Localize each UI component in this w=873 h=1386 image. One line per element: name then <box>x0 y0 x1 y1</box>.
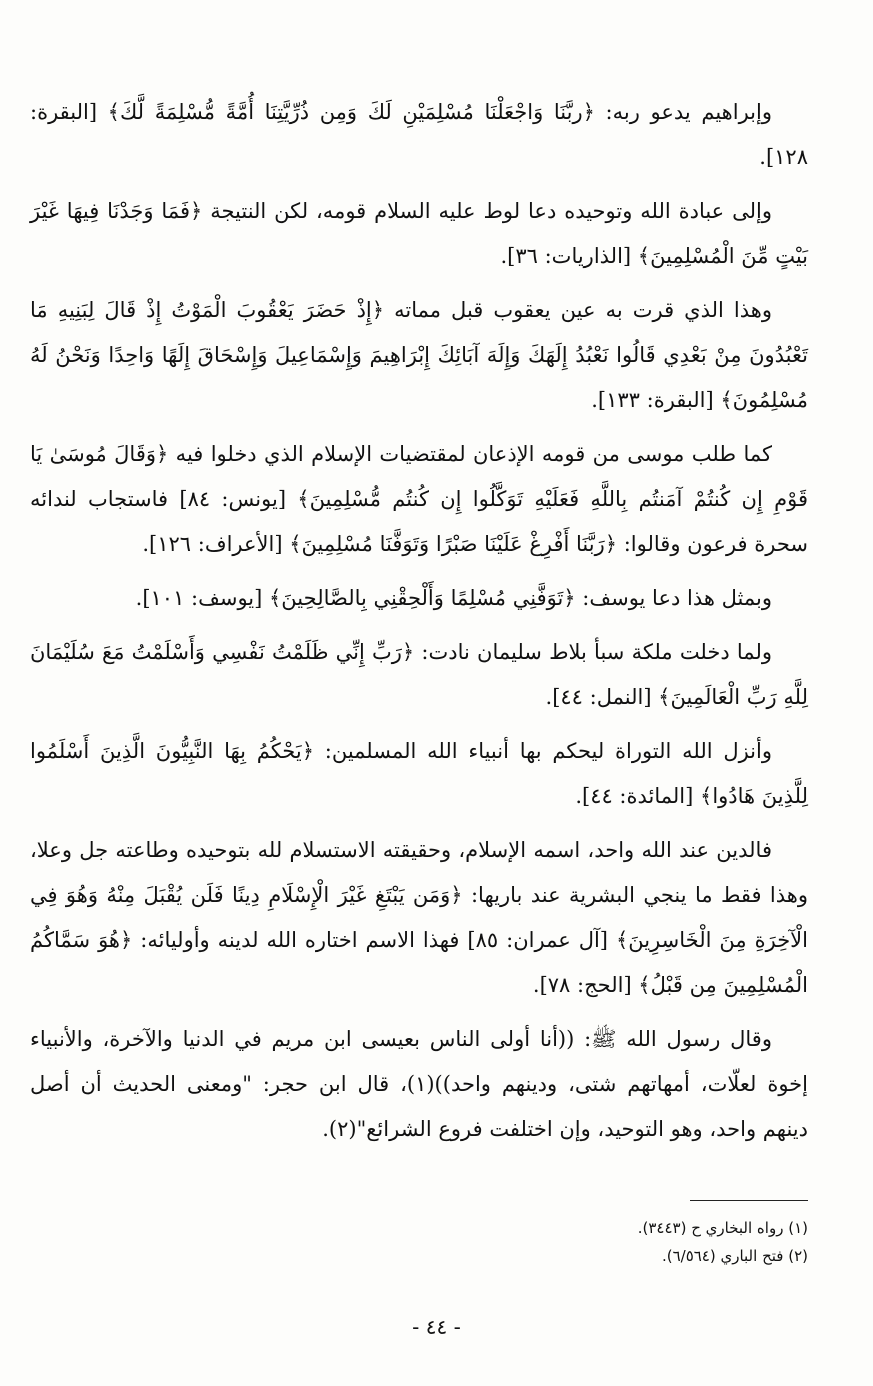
paragraph-7: وأنزل الله التوراة ليحكم بها أنبياء الله المسلمين: ﴿يَحْكُمُ بِهَا النَّبِيُّونَ الَّذِينَ أَسْلَمُوا لِلَّذِينَ هَادُوا﴾ [المائدة: ٤٤]. <box>30 739 808 808</box>
paragraph-3: وهذا الذي قرت به عين يعقوب قبل مماته ﴿إِذْ حَضَرَ يَعْقُوبَ الْمَوْتُ إِذْ قَالَ لِبَنِيهِ مَا تَعْبُدُونَ مِنْ بَعْدِي قَالُوا نَعْبُدُ إِلَهَكَ وَإِلَهَ آبَائِكَ إِبْرَاهِيمَ وَإِسْمَاعِيلَ وَإِسْحَاقَ إِلَهًا وَاحِدًا وَنَحْنُ لَهُ مُسْلِمُونَ﴾ [البقرة: ١٣٣]. <box>30 298 808 412</box>
footnote-divider <box>690 1200 808 1201</box>
paragraph-6: ولما دخلت ملكة سبأ بلاط سليمان نادت: ﴿رَبِّ إِنِّي ظَلَمْتُ نَفْسِي وَأَسْلَمْتُ مَعَ سُلَيْمَانَ لِلَّهِ رَبِّ الْعَالَمِينَ﴾ [النمل: ٤٤]. <box>30 640 808 709</box>
footnotes <box>30 1214 808 1270</box>
paragraph-5: وبمثل هذا دعا يوسف: ﴿تَوَفَّنِي مُسْلِمًا وَأَلْحِقْنِي بِالصَّالِحِينَ﴾ [يوسف: ١٠١]. <box>135 586 772 610</box>
paragraph-8: فالدين عند الله واحد، اسمه الإسلام، وحقيقته الاستسلام لله بتوحيده وطاعته جل وعلا، وهذا فقط ما ينجي البشرية عند باريها: ﴿وَمَن يَبْتَغِ غَيْرَ الْإِسْلَامِ دِينًا فَلَن يُقْبَلَ مِنْهُ وَهُوَ فِي الْآخِرَةِ مِنَ الْخَاسِرِينَ﴾ [آل عمران: ٨٥] فهذا الاسم اختاره الله لدينه وأوليائه: ﴿هُوَ سَمَّاكُمُ الْمُسْلِمِينَ مِن قَبْلُ﴾ [الحج: ٧٨]. <box>30 838 808 997</box>
paragraph-2: وإلى عبادة الله وتوحيده دعا لوط عليه السلام قومه، لكن النتيجة ﴿فَمَا وَجَدْنَا فِيهَا غَيْرَ بَيْتٍ مِّنَ الْمُسْلِمِينَ﴾ [الذاريات: ٣٦]. <box>30 199 808 268</box>
paragraph-4: كما طلب موسى من قومه الإذعان لمقتضيات الإسلام الذي دخلوا فيه ﴿وَقَالَ مُوسَىٰ يَا قَوْمِ إِن كُنتُمْ آمَنتُم بِاللَّهِ فَعَلَيْهِ تَوَكَّلُوا إِن كُنتُم مُّسْلِمِينَ﴾ [يونس: ٨٤] فاستجاب لندائه سحرة فرعون وقالوا: ﴿رَبَّنَا أَفْرِغْ عَلَيْنَا صَبْرًا وَتَوَفَّنَا مُسْلِمِينَ﴾ [الأعراف: ١٢٦]. <box>30 442 808 556</box>
paragraph-9: وقال رسول الله ﷺ: ((أنا أولى الناس بعيسى ابن مريم في الدنيا والآخرة، والأنبياء إخوة لعلّات، أمهاتهم شتى، ودينهم واحد))(١)، قال ابن حجر: "ومعنى الحديث أن أصل دينهم واحد، وهو التوحيد، وإن اختلفت فروع الشرائع"(٢). <box>30 1027 808 1141</box>
page-number: - ٤٤ - <box>412 1315 461 1339</box>
footnote-1: (١) رواه البخاري ح (٣٤٤٣). <box>637 1219 808 1237</box>
footnote-2: (٢) فتح الباري (٦/٥٦٤). <box>661 1247 808 1265</box>
page-body <box>30 90 808 1161</box>
paragraph-1: وإبراهيم يدعو ربه: ﴿ربَّنَا وَاجْعَلْنَا مُسْلِمَيْنِ لَكَ وَمِن ذُرِّيَّتِنَا أُمَّةً مُّسْلِمَةً لَّكَ﴾ [البقرة: ١٢٨]. <box>30 100 808 169</box>
